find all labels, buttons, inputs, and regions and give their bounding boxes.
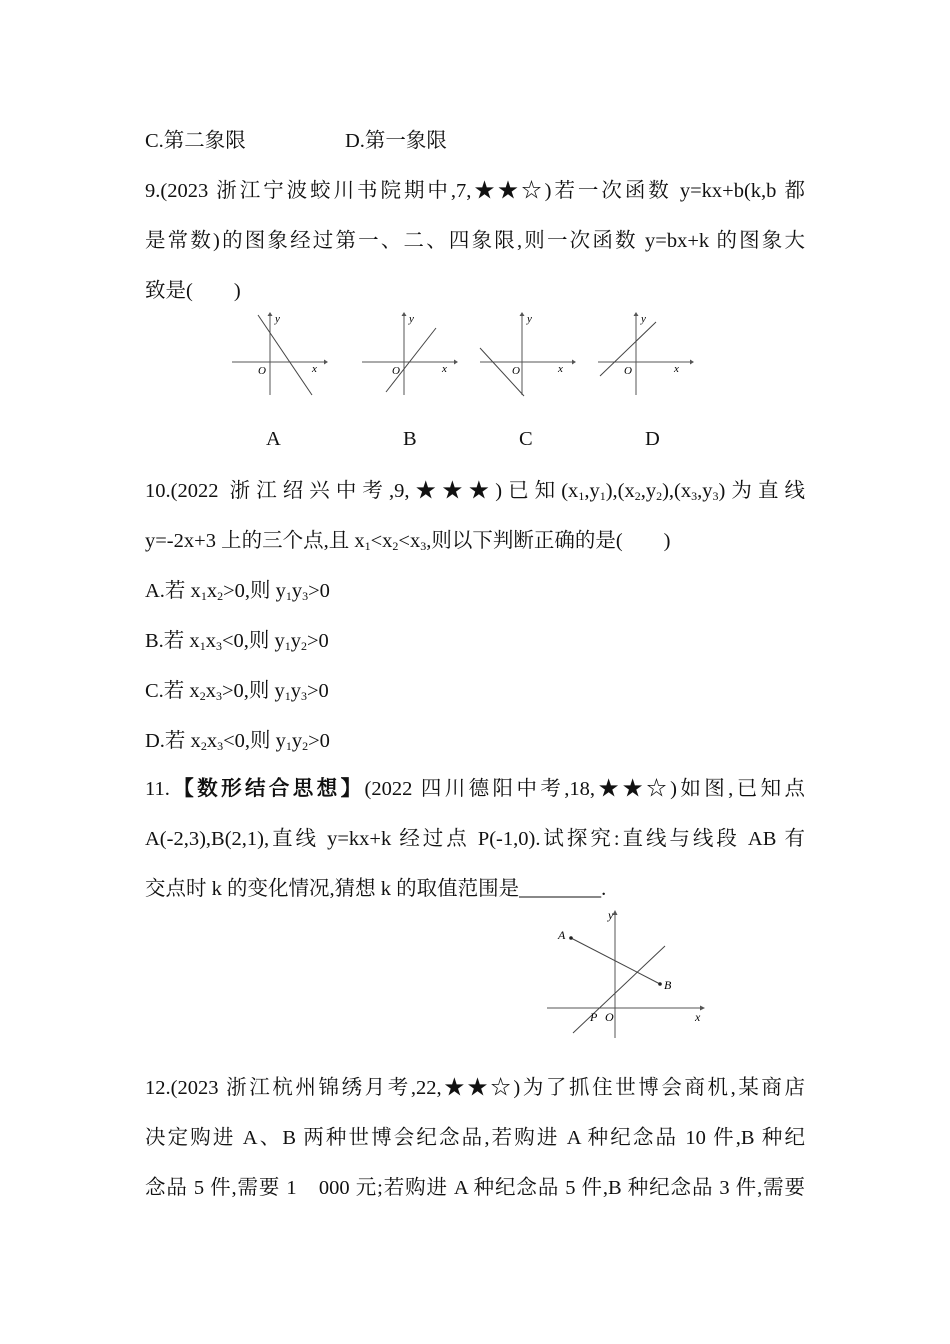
q10-option-b: B.若 $x_1x_3<0$,则 $y_1y_2>0$ xyxy=(145,630,329,653)
q12-text-line-3: 念品 5 件,需要 1 000 元;若购进 A 种纪念品 5 件,B 种纪念品 3 件,需要 xyxy=(145,1177,805,1199)
q11-point-b-label: B xyxy=(664,978,672,992)
graph-d xyxy=(594,310,694,400)
q11-text-line-2: A(-2,3),B(2,1),直线 y=kx+k 经过点 P(-1,0).试探究:直线与线段 AB 有 xyxy=(145,828,805,850)
q9-text-line-3: 致是( ) xyxy=(145,280,241,302)
graph-a-y-label: y xyxy=(275,313,280,325)
q9-text-line-1: 9.(2023 浙江宁波蛟川书院期中,7,★★☆)若一次函数 y=kx+b(k,b 都 xyxy=(145,180,805,202)
graph-a xyxy=(228,310,328,400)
option-c: C.第二象限 xyxy=(145,130,246,152)
q10-option-d: D.若 $x_2x_3<0$,则 $y_1y_2>0$ xyxy=(145,730,330,753)
graph-c-y-label: y xyxy=(527,313,532,325)
graph-d-x-label: x xyxy=(674,363,679,375)
q11-x-label: x xyxy=(695,1010,701,1024)
graph-a-x-label: x xyxy=(312,363,317,375)
graph-b-x-label: x xyxy=(442,363,447,375)
graph-c-x-label: x xyxy=(558,363,563,375)
q10-text-line-1: 10.(2022 浙江绍兴中考,9,★★★)已知$(x_1,y_1),(x_2,y_2),(x_3,y_3)$为直线 xyxy=(145,480,806,503)
q11-text-line-1: 11.【数形结合思想】(2022 四川德阳中考,18,★★☆)如图,已知点 xyxy=(145,778,805,800)
q11-tag: 【数形结合思想】 xyxy=(169,778,365,800)
graph-d-origin: O xyxy=(624,365,632,377)
q11-origin-label: O xyxy=(605,1010,614,1024)
q10-text-line-2: y=-2x+3 上的三个点,且 $x_1<x_2<x_3$,则以下判断正确的是( ) xyxy=(145,530,671,553)
graph-b-origin: O xyxy=(392,365,400,377)
q12-text-line-1: 12.(2023 浙江杭州锦绣月考,22,★★☆)为了抓住世博会商机,某商店 xyxy=(145,1077,805,1099)
graph-b xyxy=(358,310,458,400)
q10-option-c: C.若 $x_2x_3>0$,则 $y_1y_3>0$ xyxy=(145,680,329,703)
graph-b-y-label: y xyxy=(409,313,414,325)
graph-label-b: B xyxy=(403,428,417,450)
graph-label-d: D xyxy=(645,428,660,450)
graph-label-a: A xyxy=(266,428,281,450)
q11-point-p-label: P xyxy=(590,1010,598,1024)
q11-point-a-label: A xyxy=(558,928,566,942)
q12-text-line-2: 决定购进 A、B 两种世博会纪念品,若购进 A 种纪念品 10 件,B 种纪 xyxy=(145,1127,805,1149)
q10-option-a: A.若 $x_1x_2>0$,则 $y_1y_3>0$ xyxy=(145,580,330,603)
q11-figure xyxy=(545,905,710,1040)
graph-c xyxy=(476,310,576,400)
q9-text-line-2: 是常数)的图象经过第一、二、四象限,则一次函数 y=bx+k 的图象大 xyxy=(145,230,805,252)
option-d: D.第一象限 xyxy=(345,130,447,152)
graph-a-origin: O xyxy=(258,365,266,377)
graph-c-origin: O xyxy=(512,365,520,377)
q11-y-label: y xyxy=(608,908,614,922)
graph-label-c: C xyxy=(519,428,533,450)
graph-d-y-label: y xyxy=(641,313,646,325)
q11-text-line-3: 交点时 k 的变化情况,猜想 k 的取值范围是________. xyxy=(145,878,607,900)
